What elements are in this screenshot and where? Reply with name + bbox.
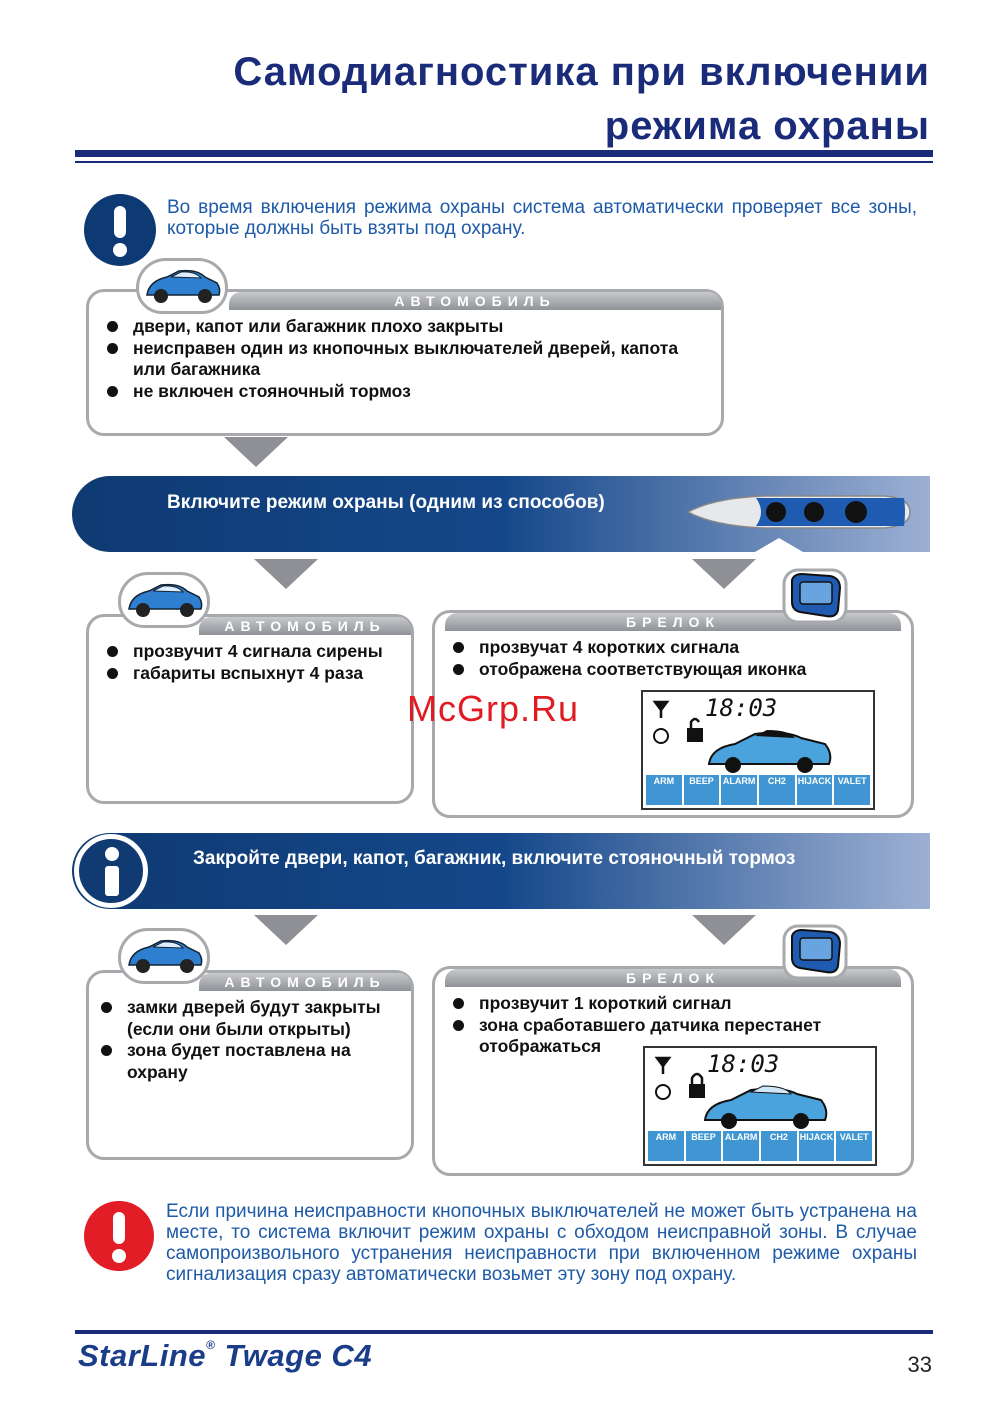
brand-model: Twage C4 (224, 1338, 373, 1373)
lcd-hijack: HIJACK (797, 775, 833, 805)
step1-car-panel (86, 614, 414, 804)
list-item: неисправен один из кнопочных выключателей дверей, капота или багажника (103, 338, 711, 381)
brand-name: StarLine (78, 1338, 207, 1373)
lcd-arm: ARM (648, 1131, 684, 1161)
exclamation-icon (84, 194, 156, 266)
title-rule-thick (75, 150, 933, 157)
lcd-beep: BEEP (684, 775, 720, 805)
car-badge (118, 572, 210, 628)
up-arrow-icon (755, 538, 803, 552)
warning-exclamation-icon (84, 1201, 154, 1271)
step2-fob-header: БРЕЛОК (445, 969, 901, 987)
list-item: прозвучит 4 сигнала сирены (103, 641, 401, 663)
lcd-alarm: ALARM (721, 775, 757, 805)
title-rule-thin (75, 161, 933, 163)
car-icon (705, 724, 835, 776)
page-title-line2: режима охраны (604, 104, 930, 148)
lcd-beep: BEEP (686, 1131, 722, 1161)
car-icon (701, 1080, 831, 1132)
lcd-valet: VALET (836, 1131, 872, 1161)
footer-rule (75, 1330, 933, 1334)
info-icon (74, 834, 148, 908)
car-icon (121, 931, 207, 981)
lcd-time: 18:03 (705, 694, 778, 722)
down-arrow-icon (224, 437, 288, 467)
lcd-ch2: CH2 (761, 1131, 797, 1161)
lcd-status-icons (651, 698, 709, 746)
car-badge (118, 928, 210, 984)
lcd-button-row (646, 775, 870, 805)
car-icon (139, 261, 225, 311)
list-item: не включен стояночный тормоз (103, 381, 711, 403)
lcd-display (643, 1046, 877, 1166)
down-arrow-icon (692, 559, 756, 589)
car-badge (136, 258, 228, 314)
list-item: зона сработавшего датчика перестанет отображаться (449, 1015, 901, 1058)
banner-info (72, 833, 930, 909)
lcd-ch2: CH2 (759, 775, 795, 805)
lcd-valet: VALET (834, 775, 870, 805)
lcd-display (641, 690, 875, 810)
watermark: McGrp.Ru (407, 688, 580, 729)
page-number: 33 (907, 1352, 932, 1377)
lcd-button-row (648, 1131, 872, 1161)
lcd-hijack: HIJACK (799, 1131, 835, 1161)
list-item: габариты вспыхнут 4 раза (103, 663, 401, 685)
banner-info-text: Закройте двери, капот, багажник, включите стояночный тормоз (193, 848, 796, 869)
page-title-line1: Самодиагностика при включении (233, 50, 930, 94)
list-item: прозвучат 4 коротких сигнала (449, 637, 901, 659)
banner-arm (72, 476, 930, 552)
lcd-arm: ARM (646, 775, 682, 805)
brand-logo: StarLine® Twage C4 (78, 1338, 373, 1373)
list-item: отображена соответствующая иконка (449, 659, 901, 681)
step2-car-header: АВТОМОБИЛЬ (199, 973, 411, 991)
lcd-alarm: ALARM (723, 1131, 759, 1161)
step1-car-header: АВТОМОБИЛЬ (199, 617, 411, 635)
down-arrow-icon (254, 915, 318, 945)
step2-fob-panel (432, 966, 914, 1176)
list-item: замки дверей будут закрыты (если они были открыты) (97, 997, 401, 1040)
list-item: прозвучит 1 короткий сигнал (449, 993, 901, 1015)
step1-fob-header: БРЕЛОК (445, 613, 901, 631)
list-item: зона будет поставлена на охрану (97, 1040, 401, 1083)
step2-car-panel (86, 970, 414, 1160)
down-arrow-icon (692, 915, 756, 945)
key-fob-icon (780, 922, 850, 982)
key-fob-icon (684, 490, 914, 534)
intro-text: Во время включения режима охраны система автоматически проверяет все зоны, которые должны быть взяты под охрану. (167, 197, 917, 239)
banner-arm-text: Включите режим охраны (одним из способов) (167, 492, 605, 513)
down-arrow-icon (254, 559, 318, 589)
car-check-header: АВТОМОБИЛЬ (229, 292, 721, 310)
warning-text: Если причина неисправности кнопочных выключателей не может быть устранена на месте, то система включит режим охраны с обходом неисправной зоны. В случае самопроизвольного устранения неисправности при включенном режиме охраны сигнализация сразу автоматически возьмет эту зону под охрану. (166, 1201, 917, 1285)
lcd-time: 18:03 (707, 1050, 780, 1078)
key-fob-icon (780, 566, 850, 626)
list-item: двери, капот или багажник плохо закрыты (103, 316, 711, 338)
car-icon (121, 575, 207, 625)
